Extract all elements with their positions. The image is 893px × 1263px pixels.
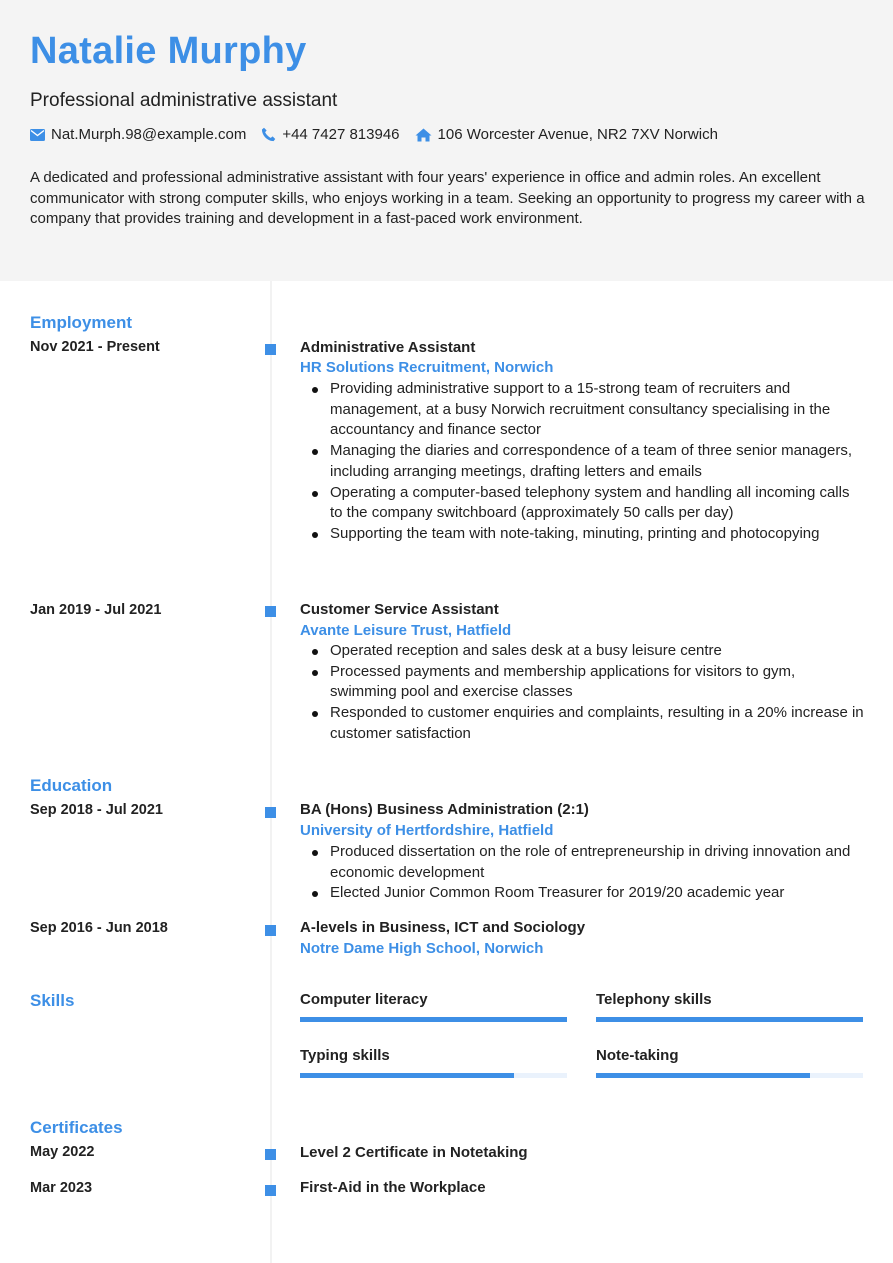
education-heading: Education bbox=[30, 776, 113, 795]
skill-bar bbox=[300, 1017, 567, 1022]
timeline-divider bbox=[270, 281, 272, 1263]
timeline-marker bbox=[265, 606, 276, 617]
skill-item bbox=[300, 991, 567, 1022]
candidate-name: Natalie Murphy bbox=[30, 30, 307, 72]
list-item: Operating a computer-based telephony system and handling all incoming calls to the company switchboard (approximately 50 calls per day) bbox=[300, 483, 865, 524]
skill-bar-fill bbox=[596, 1017, 863, 1022]
job-duties bbox=[300, 641, 865, 745]
skill-label: Computer literacy bbox=[300, 991, 428, 1008]
phone-text: +44 7427 813946 bbox=[282, 126, 400, 143]
certificate-name: Level 2 Certificate in Notetaking bbox=[300, 1144, 528, 1161]
timeline-marker bbox=[265, 1149, 276, 1160]
contact-bar bbox=[30, 126, 733, 143]
home-icon bbox=[415, 128, 432, 142]
degree-title: A-levels in Business, ICT and Sociology bbox=[300, 919, 586, 936]
employer-name: HR Solutions Recruitment, Norwich bbox=[300, 359, 554, 376]
job-title: Administrative Assistant bbox=[300, 339, 476, 356]
contact-address bbox=[415, 126, 718, 143]
candidate-headline: Professional administrative assistant bbox=[30, 90, 338, 111]
timeline-marker bbox=[265, 1185, 276, 1196]
employer-name: Avante Leisure Trust, Hatfield bbox=[300, 622, 512, 639]
degree-title: BA (Hons) Business Administration (2:1) bbox=[300, 801, 589, 818]
education-details bbox=[300, 842, 865, 904]
skills-heading: Skills bbox=[30, 991, 75, 1010]
list-item: Elected Junior Common Room Treasurer for 2019/20 academic year bbox=[300, 883, 865, 904]
skill-bar bbox=[596, 1073, 863, 1078]
skill-label: Note-taking bbox=[596, 1047, 679, 1064]
skill-item bbox=[596, 1047, 863, 1078]
certificates-heading: Certificates bbox=[30, 1118, 123, 1137]
timeline-marker bbox=[265, 344, 276, 355]
resume-header bbox=[0, 0, 893, 281]
list-item: Providing administrative support to a 15-strong team of recruiters and management, at a busy Norwich recruitment consultancy specialising in the accountancy and finance sector bbox=[300, 379, 865, 441]
list-item: Managing the diaries and correspondence of a team of three senior managers, including arranging meetings, drafting letters and emails bbox=[300, 441, 865, 482]
job-title: Customer Service Assistant bbox=[300, 601, 499, 618]
envelope-icon bbox=[30, 129, 45, 141]
certificate-date: May 2022 bbox=[30, 1144, 95, 1160]
skill-label: Typing skills bbox=[300, 1047, 390, 1064]
skill-bar-fill bbox=[300, 1073, 514, 1078]
employment-date: Jan 2019 - Jul 2021 bbox=[30, 602, 162, 618]
phone-icon bbox=[261, 127, 276, 142]
education-date: Sep 2018 - Jul 2021 bbox=[30, 802, 163, 818]
contact-phone[interactable] bbox=[261, 126, 399, 143]
skill-label: Telephony skills bbox=[596, 991, 712, 1008]
job-duties bbox=[300, 379, 865, 545]
list-item: Supporting the team with note-taking, minuting, printing and photocopying bbox=[300, 524, 865, 545]
skill-bar-fill bbox=[300, 1017, 567, 1022]
address-text: 106 Worcester Avenue, NR2 7XV Norwich bbox=[437, 126, 718, 143]
education-date: Sep 2016 - Jun 2018 bbox=[30, 920, 168, 936]
list-item: Responded to customer enquiries and complaints, resulting in a 20% increase in customer satisfaction bbox=[300, 703, 865, 744]
skill-item bbox=[300, 1047, 567, 1078]
timeline-marker bbox=[265, 807, 276, 818]
skill-bar bbox=[300, 1073, 567, 1078]
employment-heading: Employment bbox=[30, 313, 133, 332]
email-text: Nat.Murph.98@example.com bbox=[51, 126, 247, 143]
list-item: Operated reception and sales desk at a busy leisure centre bbox=[300, 641, 865, 662]
skill-bar-fill bbox=[596, 1073, 810, 1078]
institution-name: University of Hertfordshire, Hatfield bbox=[300, 822, 554, 839]
institution-name: Notre Dame High School, Norwich bbox=[300, 940, 544, 957]
employment-date: Nov 2021 - Present bbox=[30, 339, 160, 355]
certificate-date: Mar 2023 bbox=[30, 1180, 93, 1196]
timeline-marker bbox=[265, 925, 276, 936]
certificate-name: First-Aid in the Workplace bbox=[300, 1179, 486, 1196]
skill-bar bbox=[596, 1017, 863, 1022]
list-item: Processed payments and membership applications for visitors to gym, swimming pool and exercise classes bbox=[300, 662, 865, 703]
list-item: Produced dissertation on the role of entrepreneurship in driving innovation and economic development bbox=[300, 842, 865, 883]
skill-item bbox=[596, 991, 863, 1022]
contact-email[interactable] bbox=[30, 126, 246, 143]
profile-summary: A dedicated and professional administrative assistant with four years' experience in office and admin roles. An excellent communicator with strong computer skills, who enjoys working in a team. Seeking an opportunity to progress my career with a company that provides training and development in a fast-paced work environment. bbox=[30, 169, 865, 228]
